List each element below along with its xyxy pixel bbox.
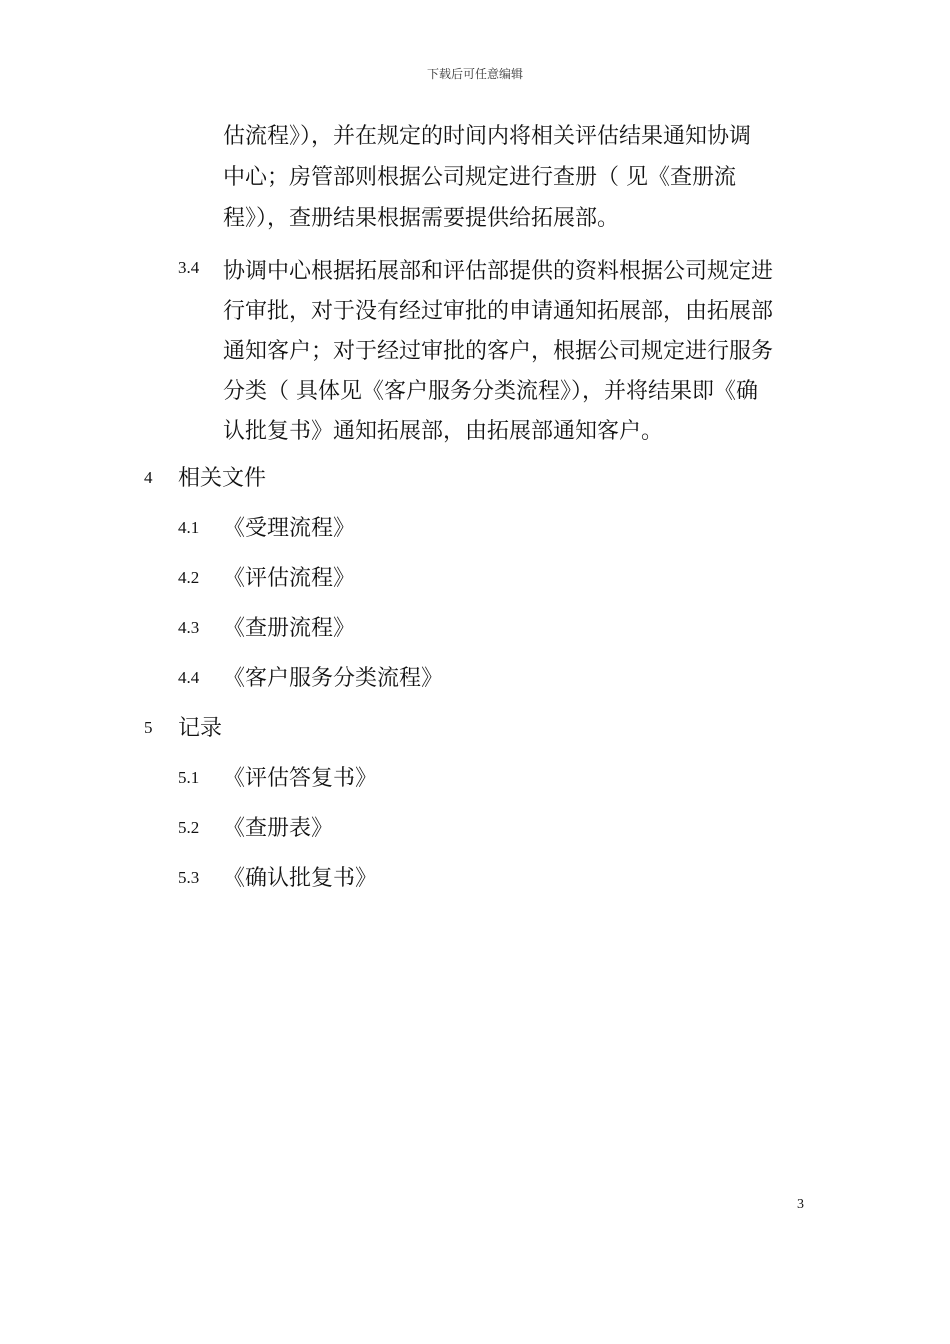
record-item: 《确认批复书》 bbox=[223, 866, 378, 891]
page-header: 下载后可任意编辑 bbox=[426, 67, 523, 81]
related-file-item: 《评估流程》 bbox=[223, 566, 356, 591]
item-number-5-2: 5.2 bbox=[178, 818, 200, 837]
item-number-5-1: 5.1 bbox=[178, 768, 200, 787]
paragraph-line: 认批复书》通知拓展部，由拓展部通知客户。 bbox=[223, 419, 664, 444]
section-number-4: 4 bbox=[144, 468, 153, 487]
item-number-4-4: 4.4 bbox=[178, 668, 200, 687]
section-heading-related-files: 相关文件 bbox=[178, 466, 267, 491]
related-file-item: 《受理流程》 bbox=[223, 516, 356, 541]
record-item: 《查册表》 bbox=[223, 816, 334, 841]
paragraph-line: 行审批，对于没有经过审批的申请通知拓展部，由拓展部 bbox=[223, 299, 774, 324]
paragraph-line: 通知客户；对于经过审批的客户，根据公司规定进行服务 bbox=[223, 339, 774, 364]
related-file-item: 《查册流程》 bbox=[223, 616, 356, 641]
record-item: 《评估答复书》 bbox=[223, 766, 378, 791]
section-number-5: 5 bbox=[144, 718, 153, 737]
section-number-3-4: 3.4 bbox=[178, 258, 200, 277]
item-number-4-3: 4.3 bbox=[178, 618, 200, 637]
paragraph-line: 中心；房管部则根据公司规定进行查册（ 见《查册流 bbox=[223, 165, 736, 190]
continuation-paragraph bbox=[223, 116, 813, 239]
paragraph-line: 协调中心根据拓展部和评估部提供的资料根据公司规定进 bbox=[223, 259, 774, 284]
section-3-4-paragraph bbox=[223, 252, 813, 452]
item-number-5-3: 5.3 bbox=[178, 868, 200, 887]
related-file-item: 《客户服务分类流程》 bbox=[223, 666, 444, 691]
paragraph-line: 估流程》），并在规定的时间内将相关评估结果通知协调 bbox=[223, 124, 752, 149]
paragraph-line: 分类（ 具体见《客户服务分类流程》），并将结果即《确 bbox=[223, 379, 758, 404]
paragraph-line: 程》），查册结果根据需要提供给拓展部。 bbox=[223, 206, 620, 231]
item-number-4-1: 4.1 bbox=[178, 518, 200, 537]
item-number-4-2: 4.2 bbox=[178, 568, 200, 587]
section-heading-records: 记录 bbox=[178, 716, 223, 741]
page-number: 3 bbox=[797, 1197, 804, 1212]
